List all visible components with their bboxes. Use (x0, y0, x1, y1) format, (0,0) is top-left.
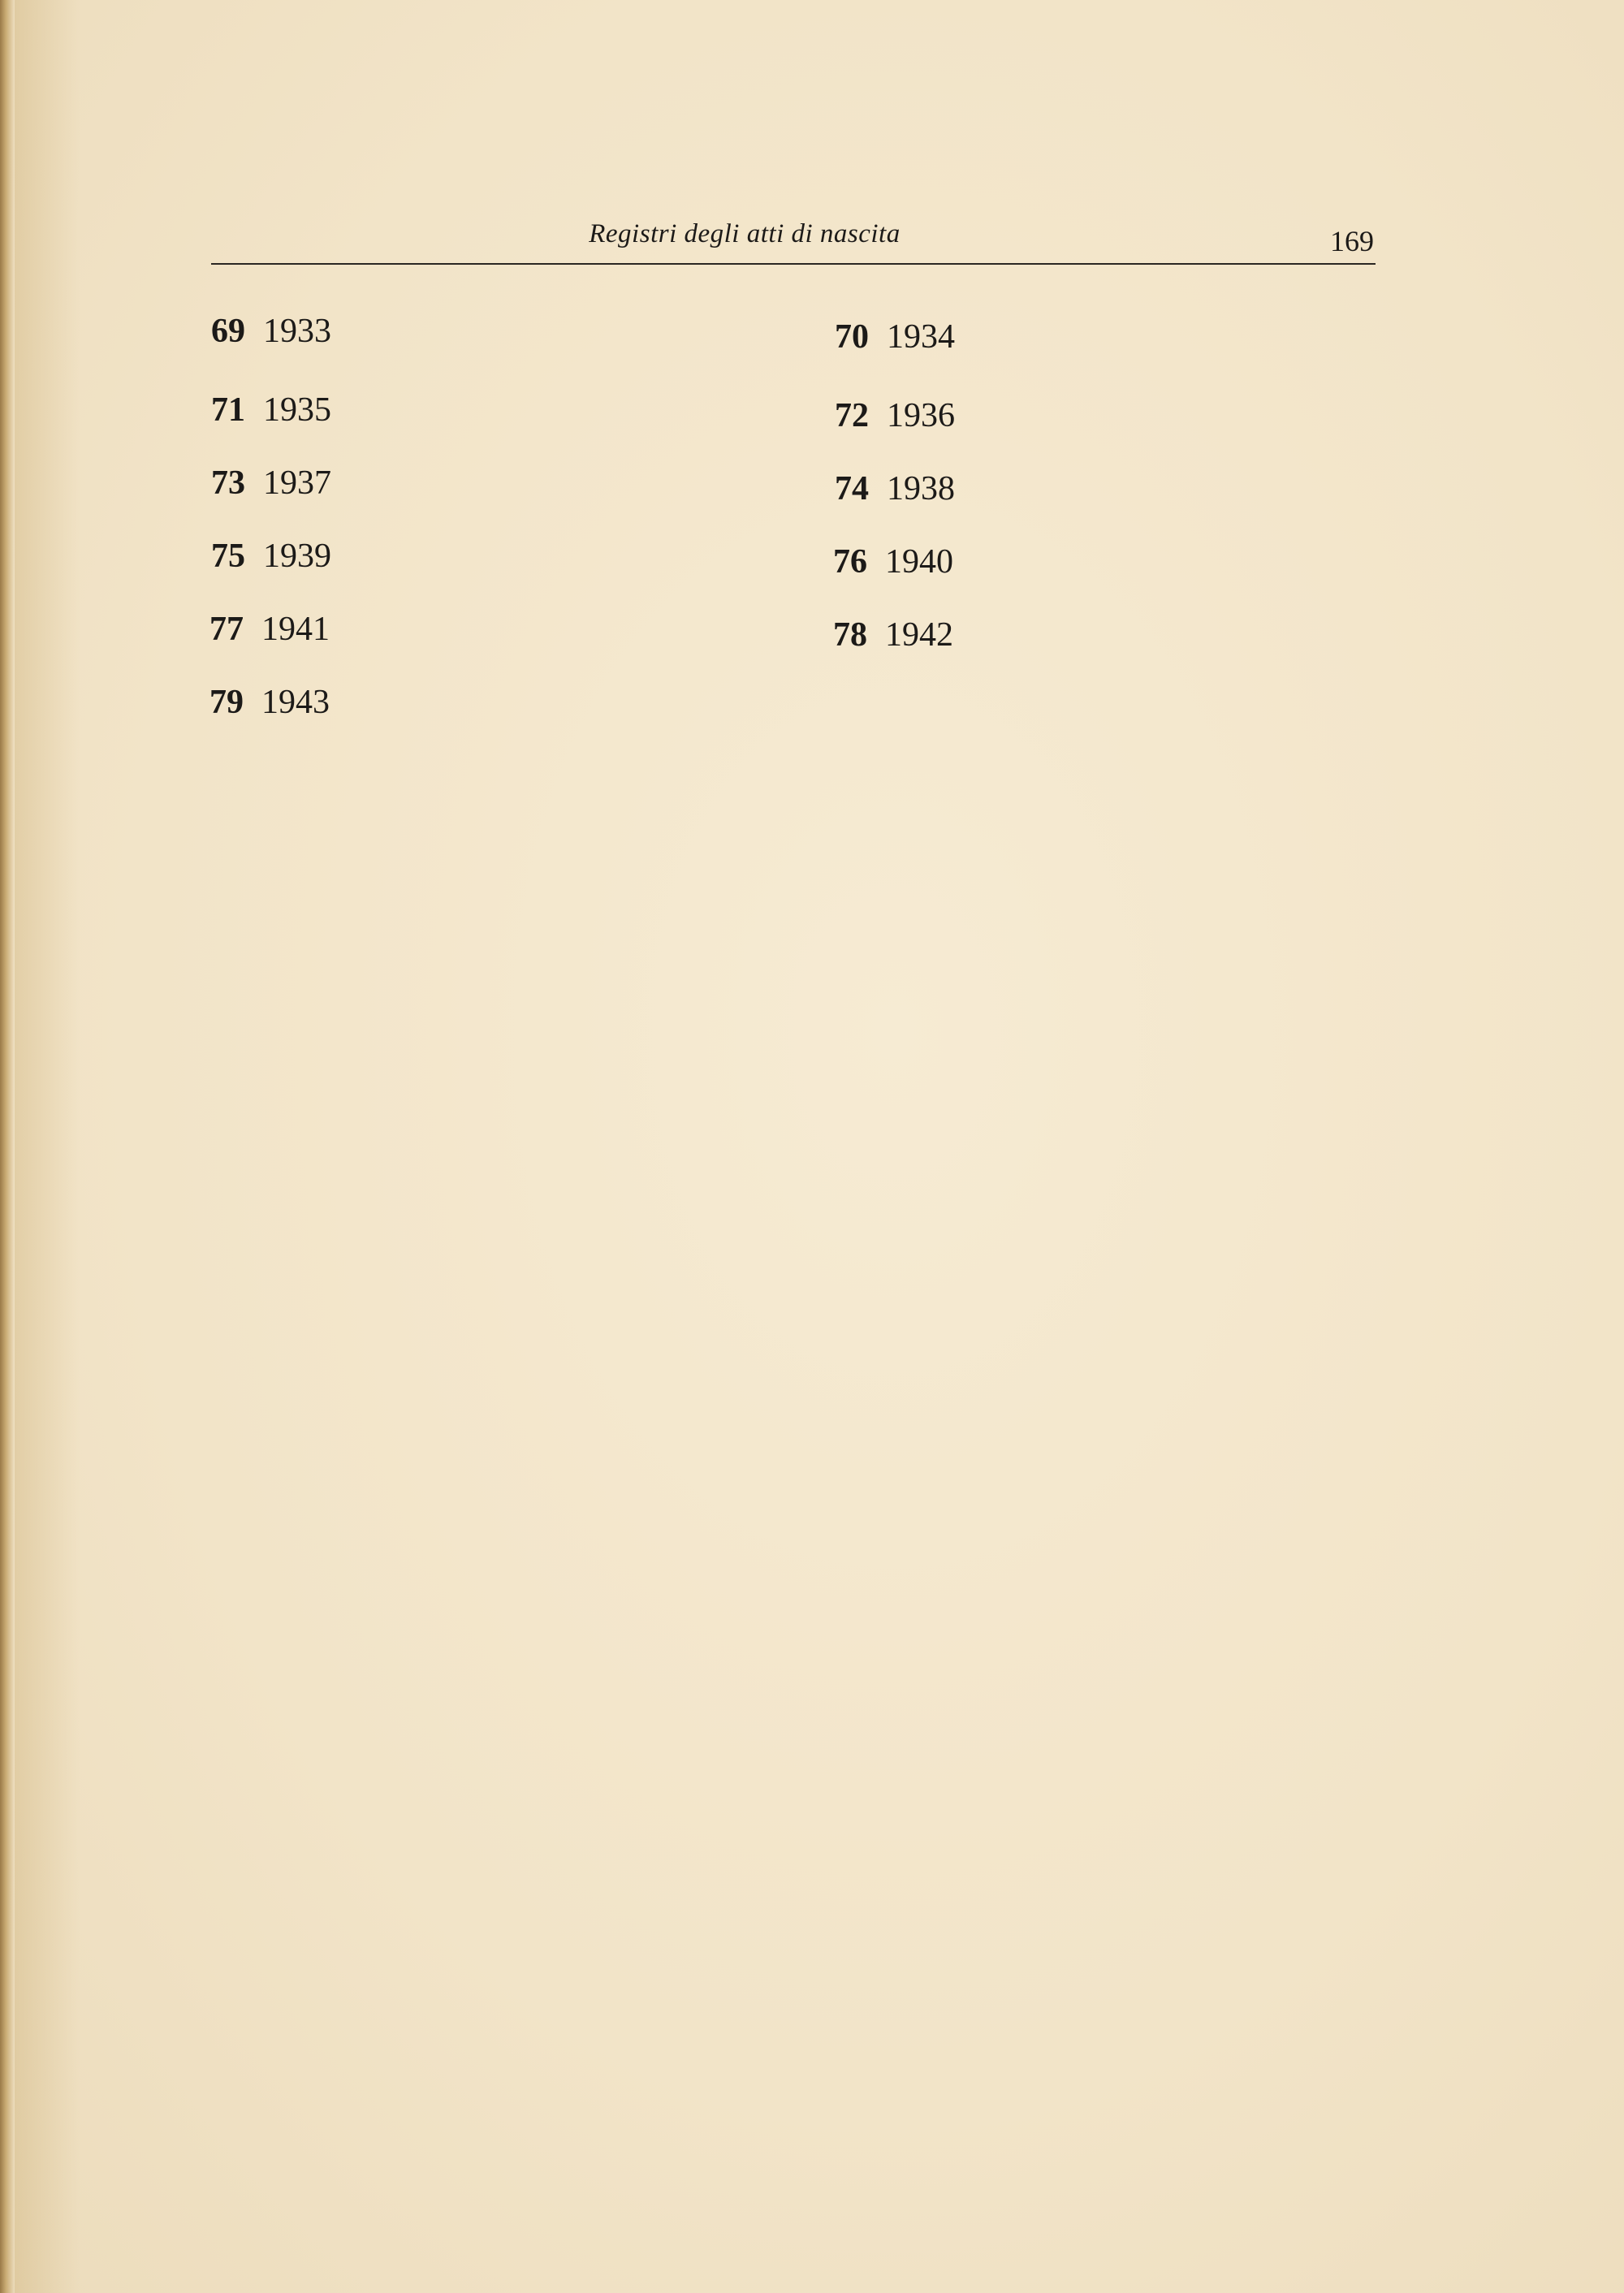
entry-number: 79 (209, 684, 244, 721)
entry-year: 1936 (887, 397, 955, 434)
entry-number: 71 (211, 391, 245, 429)
page-binding-edge (0, 0, 15, 2293)
entry-number: 78 (833, 616, 867, 654)
entry-year: 1943 (261, 684, 330, 721)
entry-number: 77 (209, 611, 244, 648)
entry-year: 1934 (887, 318, 955, 356)
entry-number: 75 (211, 538, 245, 575)
entry-year: 1940 (885, 543, 953, 581)
register-entry (193, 682, 330, 723)
entry-number: 76 (833, 543, 867, 581)
entry-year: 1933 (263, 313, 331, 350)
entry-year: 1942 (885, 616, 953, 654)
entry-number: 69 (211, 313, 245, 350)
register-entry (195, 311, 331, 352)
entry-number: 70 (835, 318, 869, 356)
entry-number: 74 (835, 470, 869, 507)
entry-year: 1939 (263, 538, 331, 575)
entry-number: 72 (835, 397, 869, 434)
register-entry (817, 615, 953, 655)
entry-year: 1941 (261, 611, 330, 648)
register-entry (817, 542, 953, 582)
running-header (211, 213, 1376, 265)
register-entry (193, 609, 330, 650)
register-entry (818, 395, 955, 436)
entry-year: 1938 (887, 470, 955, 507)
register-entry (818, 317, 955, 357)
register-entry (195, 536, 331, 576)
register-entry (195, 390, 331, 430)
running-title: Registri degli atti di nascita (589, 219, 901, 248)
entry-year: 1935 (263, 391, 331, 429)
entry-year: 1937 (263, 464, 331, 502)
page-gutter-shadow (15, 0, 80, 2293)
register-entry (195, 463, 331, 503)
page-number: 169 (1330, 225, 1374, 257)
entry-number: 73 (211, 464, 245, 502)
register-entry (818, 469, 955, 509)
